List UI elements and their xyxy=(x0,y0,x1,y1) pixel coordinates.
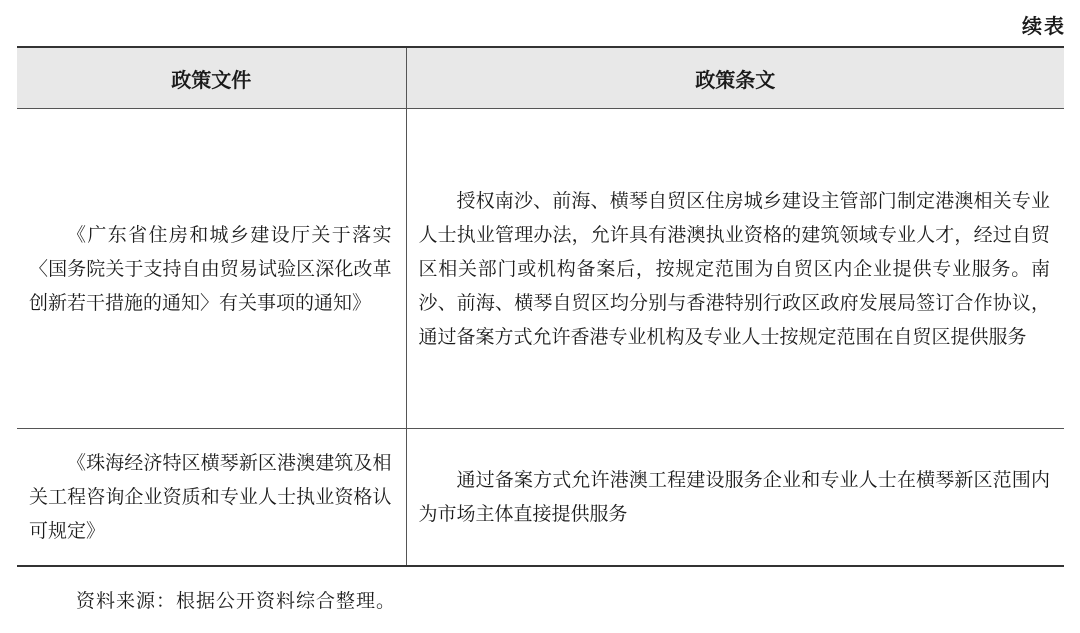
table-row xyxy=(17,429,1064,567)
header-policy-document: 政策文件 xyxy=(17,47,406,109)
table-header-row xyxy=(17,47,1064,109)
policy-provision-cell: 通过备案方式允许港澳工程建设服务企业和专业人士在横琴新区范围内为市场主体直接提供服务 xyxy=(406,429,1064,567)
policy-document-cell: 《珠海经济特区横琴新区港澳建筑及相关工程咨询企业资质和专业人士执业资格认可规定》 xyxy=(17,429,406,567)
source-note: 资料来源：根据公开资料综合整理。 xyxy=(76,590,397,612)
header-policy-provision: 政策条文 xyxy=(406,47,1064,109)
policy-table xyxy=(17,46,1064,567)
policy-document-cell: 《广东省住房和城乡建设厅关于落实〈国务院关于支持自由贸易试验区深化改革创新若干措施的通知〉有关事项的通知》 xyxy=(17,109,406,429)
table-row xyxy=(17,109,1064,429)
continued-label: 续表 xyxy=(1022,14,1066,38)
policy-provision-cell: 授权南沙、前海、横琴自贸区住房城乡建设主管部门制定港澳相关专业人士执业管理办法，允许具有港澳执业资格的建筑领域专业人才，经过自贸区相关部门或机构备案后，按规定范围为自贸区内企业提供专业服务。南沙、前海、横琴自贸区均分别与香港特别行政区政府发展局签订合作协议，通过备案方式允许香港专业机构及专业人士按规定范围在自贸区提供服务 xyxy=(406,109,1064,429)
